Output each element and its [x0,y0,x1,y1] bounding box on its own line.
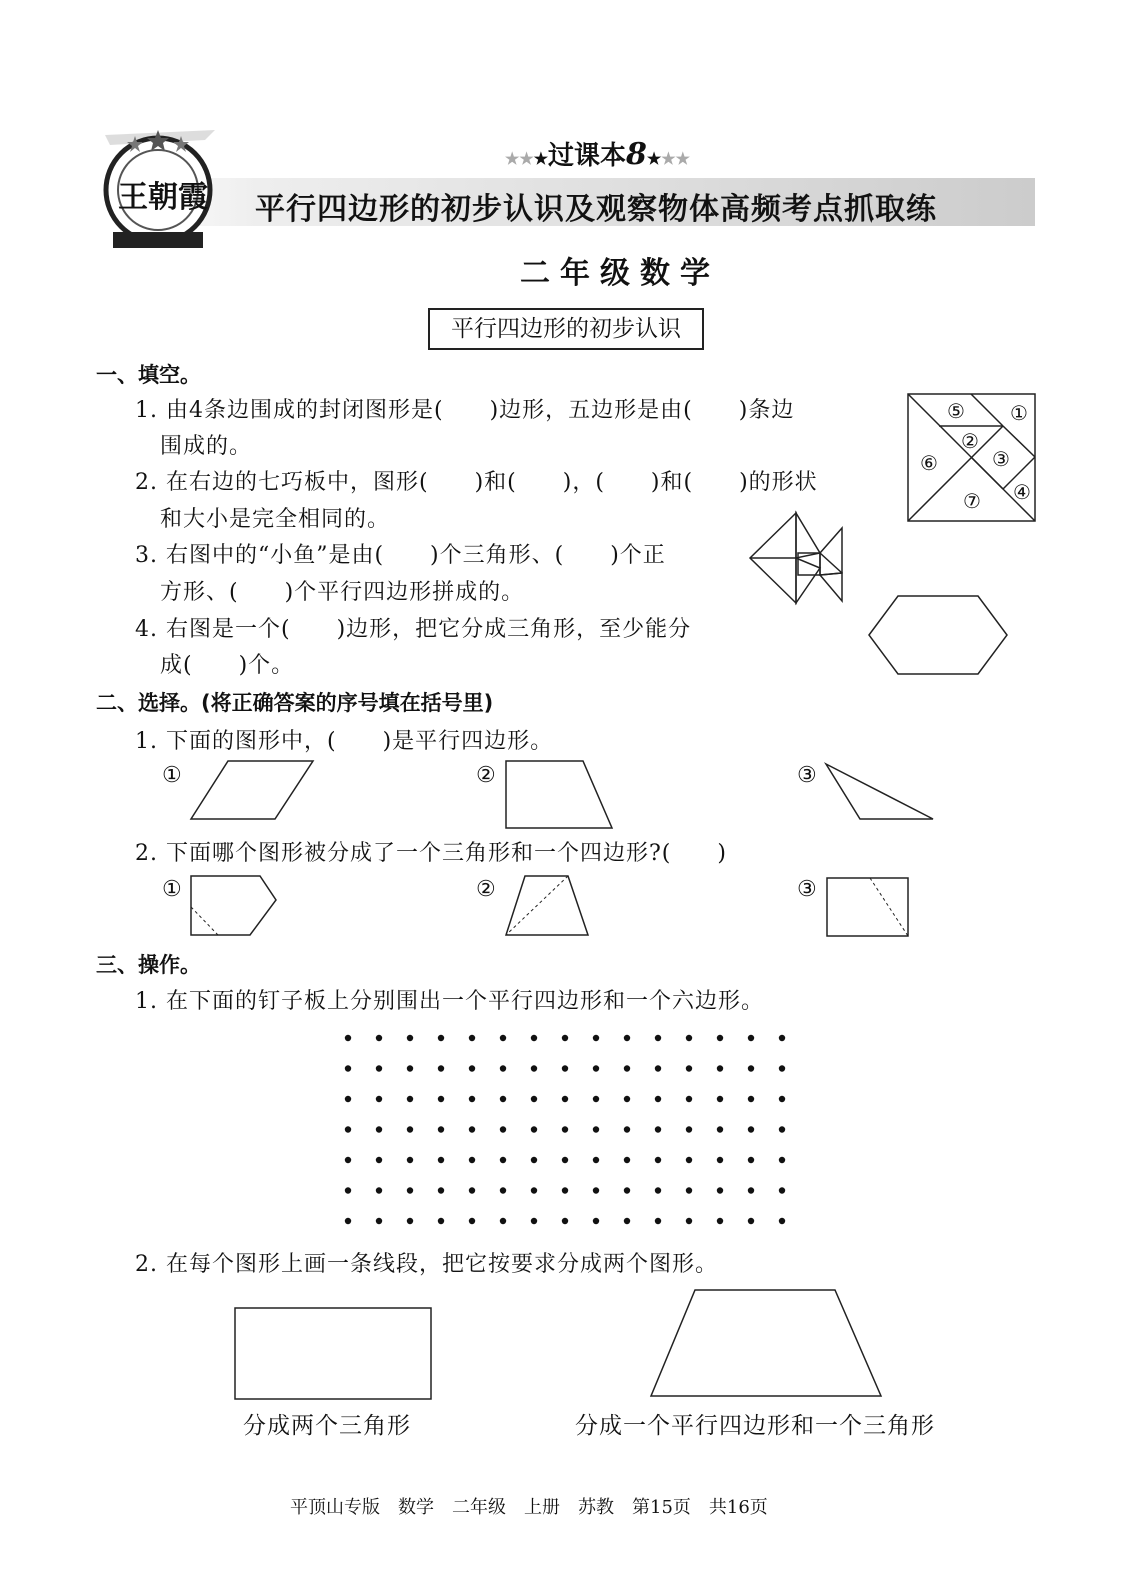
peg-dot[interactable] [655,1096,661,1102]
peg-dot[interactable] [748,1218,754,1224]
peg-dot[interactable] [717,1065,723,1071]
peg-dot[interactable] [748,1126,754,1132]
peg-dot[interactable] [376,1218,382,1224]
fish-figure [750,513,850,613]
peg-dot[interactable] [779,1218,785,1224]
peg-dot[interactable] [593,1065,599,1071]
peg-dot[interactable] [562,1157,568,1163]
pegboard[interactable] [340,1030,790,1225]
peg-dot[interactable] [500,1065,506,1071]
q3-line2: 方形、( )个平行四边形拼成的。 [160,580,525,605]
peg-dot[interactable] [469,1065,475,1071]
peg-dot[interactable] [624,1096,630,1102]
tangram-label-7: ⑦ [963,489,981,513]
peg-dot[interactable] [500,1096,506,1102]
peg-dot[interactable] [562,1065,568,1071]
peg-dot[interactable] [531,1157,537,1163]
peg-dot[interactable] [593,1096,599,1102]
peg-dot[interactable] [624,1157,630,1163]
peg-dot[interactable] [686,1157,692,1163]
tangram-label-1: ① [1010,401,1028,425]
peg-dot[interactable] [531,1126,537,1132]
peg-dot[interactable] [469,1218,475,1224]
peg-dot[interactable] [469,1096,475,1102]
peg-dot[interactable] [593,1035,599,1041]
peg-dot[interactable] [779,1065,785,1071]
peg-dot[interactable] [779,1187,785,1193]
peg-dot[interactable] [655,1218,661,1224]
page-footer: 平顶山专版 数学 二年级 上册 苏教 第15页 共16页 [290,1497,768,1518]
peg-dot[interactable] [686,1187,692,1193]
p2q1-option-1: ① [162,763,182,788]
peg-dot[interactable] [748,1096,754,1102]
pentagon-option [190,875,280,937]
peg-dot[interactable] [562,1096,568,1102]
peg-dot[interactable] [655,1187,661,1193]
peg-dot[interactable] [717,1035,723,1041]
peg-dot[interactable] [376,1126,382,1132]
page-title: 平行四边形的初步认识及观察物体高频考点抓取练 [255,192,937,227]
q4-line1: 4. 右图是一个( )边形，把它分成三角形，至少能分 [135,617,692,642]
q2-line1: 2. 在右边的七巧板中，图形( )和( )，( )和( )的形状 [135,470,818,495]
q2-line2: 和大小是完全相同的。 [160,507,391,532]
peg-dot[interactable] [438,1157,444,1163]
peg-dot[interactable] [500,1187,506,1193]
peg-dot[interactable] [376,1096,382,1102]
peg-dot[interactable] [407,1218,413,1224]
peg-dot[interactable] [376,1035,382,1041]
tangram-label-4: ④ [1013,480,1031,504]
p2q1-option-3: ③ [797,763,817,788]
tangram-label-6: ⑥ [920,451,938,475]
peg-dot[interactable] [686,1035,692,1041]
peg-dot[interactable] [748,1065,754,1071]
subject-title: 二年级数学 [520,256,720,291]
p2-q2: 2. 下面哪个图形被分成了一个三角形和一个四边形?( ) [135,841,727,866]
peg-dot[interactable] [562,1035,568,1041]
trapezoid-split-option [505,875,590,937]
peg-dot[interactable] [779,1035,785,1041]
tangram-label-2: ② [961,429,979,453]
peg-dot[interactable] [345,1157,351,1163]
peg-dot[interactable] [469,1187,475,1193]
peg-dot[interactable] [438,1035,444,1041]
peg-dot[interactable] [500,1126,506,1132]
peg-dot[interactable] [531,1218,537,1224]
peg-dot[interactable] [686,1065,692,1071]
peg-dot[interactable] [748,1187,754,1193]
peg-dot[interactable] [438,1126,444,1132]
peg-dot[interactable] [500,1035,506,1041]
p2q2-option-3: ③ [797,877,817,902]
peg-dot[interactable] [345,1096,351,1102]
tangram-label-3: ③ [992,447,1010,471]
peg-dot[interactable] [593,1187,599,1193]
tangram-label-5: ⑤ [947,399,965,423]
peg-dot[interactable] [531,1096,537,1102]
peg-dot[interactable] [469,1035,475,1041]
part2-heading: 二、选择。(将正确答案的序号填在括号里) [96,691,494,715]
caption-right: 分成一个平行四边形和一个三角形 [575,1413,935,1439]
series-number: 8 [626,137,647,172]
peg-dot[interactable] [438,1065,444,1071]
peg-dot[interactable] [624,1218,630,1224]
peg-dot[interactable] [376,1187,382,1193]
peg-dot[interactable] [531,1065,537,1071]
peg-dot[interactable] [655,1126,661,1132]
peg-dot[interactable] [407,1096,413,1102]
peg-dot[interactable] [748,1035,754,1041]
p2-q1: 1. 下面的图形中，( )是平行四边形。 [135,729,554,754]
peg-dot[interactable] [438,1096,444,1102]
peg-dot[interactable] [779,1126,785,1132]
q1-line2: 围成的。 [160,434,253,459]
peg-dot[interactable] [407,1126,413,1132]
peg-dot[interactable] [500,1218,506,1224]
peg-dot[interactable] [407,1065,413,1071]
caption-left: 分成两个三角形 [243,1413,411,1439]
peg-dot[interactable] [779,1157,785,1163]
peg-dot[interactable] [531,1035,537,1041]
parallelogram-option [190,760,315,820]
peg-dot[interactable] [469,1126,475,1132]
peg-dot[interactable] [717,1126,723,1132]
p2q2-option-1: ① [162,877,182,902]
peg-dot[interactable] [655,1035,661,1041]
p2q2-option-2: ② [476,877,496,902]
peg-dot[interactable] [686,1096,692,1102]
peg-dot[interactable] [686,1218,692,1224]
peg-dot[interactable] [345,1035,351,1041]
peg-dot[interactable] [376,1065,382,1071]
peg-dot[interactable] [717,1096,723,1102]
peg-dot[interactable] [593,1218,599,1224]
peg-dot[interactable] [717,1157,723,1163]
part3-heading: 三、操作。 [96,953,201,977]
q4-line2: 成( )个。 [160,653,295,678]
peg-dot[interactable] [717,1187,723,1193]
peg-dot[interactable] [562,1126,568,1132]
triangle-option [825,763,935,823]
trapezoid-option [505,760,615,830]
peg-dot[interactable] [469,1157,475,1163]
peg-dot[interactable] [407,1035,413,1041]
peg-dot[interactable] [717,1218,723,1224]
peg-dot[interactable] [531,1187,537,1193]
peg-dot[interactable] [624,1126,630,1132]
peg-dot[interactable] [624,1065,630,1071]
q1-line1: 1. 由4条边围成的封闭图形是( )边形，五边形是由( )条边 [135,398,795,423]
rectangle-task[interactable] [234,1307,434,1402]
q3-line1: 3. 右图中的“小鱼”是由( )个三角形、( )个正 [135,543,666,568]
peg-dot[interactable] [438,1187,444,1193]
peg-dot[interactable] [345,1065,351,1071]
peg-dot[interactable] [345,1218,351,1224]
peg-dot[interactable] [345,1126,351,1132]
section-box: 平行四边形的初步认识 [428,308,704,350]
peg-dot[interactable] [500,1157,506,1163]
peg-dot[interactable] [624,1187,630,1193]
peg-dot[interactable] [562,1218,568,1224]
peg-dot[interactable] [438,1218,444,1224]
peg-dot[interactable] [655,1157,661,1163]
peg-dot[interactable] [593,1126,599,1132]
peg-dot[interactable] [686,1126,692,1132]
rectangle-split-option [826,877,911,939]
peg-dot[interactable] [655,1065,661,1071]
hexagon-figure [868,595,1008,675]
peg-dot[interactable] [407,1157,413,1163]
part1-heading: 一、填空。 [96,363,201,387]
peg-dot[interactable] [376,1157,382,1163]
series-name: 过课本 [548,141,627,171]
peg-dot[interactable] [562,1187,568,1193]
peg-dot[interactable] [779,1096,785,1102]
p3-q1: 1. 在下面的钉子板上分别围出一个平行四边形和一个六边形。 [135,989,764,1014]
peg-dot[interactable] [407,1187,413,1193]
series-label: ★★★过课本8★★★ [505,137,690,172]
p3-q2: 2. 在每个图形上画一条线段，把它按要求分成两个图形。 [135,1252,718,1277]
p2q1-option-2: ② [476,763,496,788]
logo-text: 王朝霞 [118,180,208,215]
peg-dot[interactable] [748,1157,754,1163]
peg-dot[interactable] [593,1157,599,1163]
peg-dot[interactable] [345,1187,351,1193]
peg-dot[interactable] [624,1035,630,1041]
trapezoid-task[interactable] [650,1289,885,1384]
